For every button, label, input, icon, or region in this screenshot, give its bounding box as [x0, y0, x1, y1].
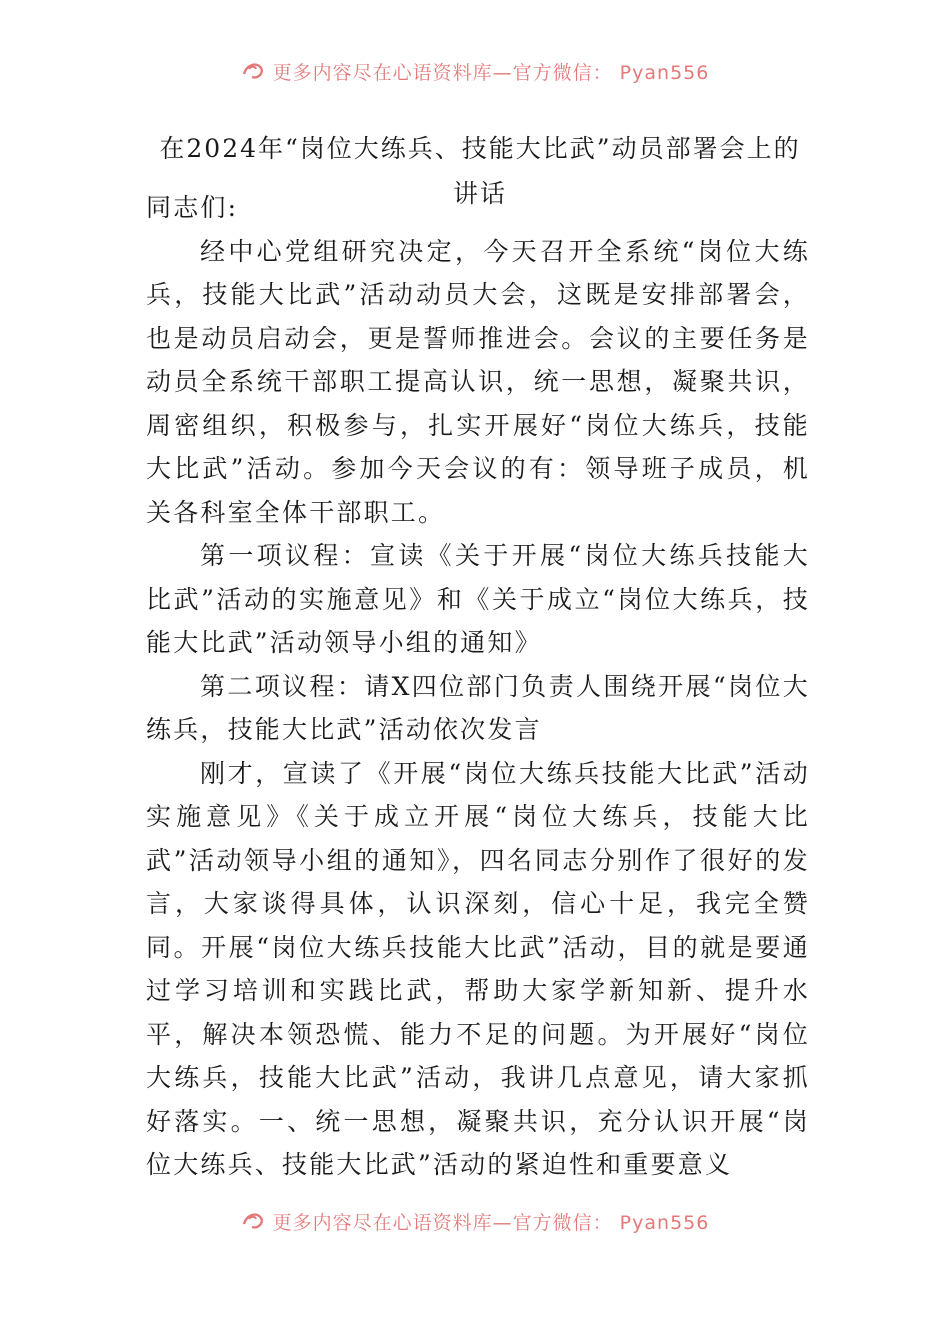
salutation: 同志们:	[146, 193, 239, 222]
header-watermark	[0, 56, 950, 86]
paragraph-agenda-2: 第二项议程：请X四位部门负责人围绕开展“岗位大练兵，技能大比武”活动依次发言	[146, 671, 810, 744]
watermark-logo-icon	[241, 60, 267, 82]
document-title: 在2024年“岗位大练兵、技能大比武”动员部署会上的讲话	[159, 134, 801, 208]
paragraph-speech: 刚才，宣读了《开展“岗位大练兵技能大比武”活动实施意见》《关于成立开展“岗位大练兵，技能大比武”活动领导小组的通知》，四名同志分别作了很好的发言，大家谈得具体，认识深刻，信心十足，我完全赞同。开展“岗位大练兵技能大比武”活动，目的就是要通过学习培训和实践比武，帮助大家学新知新、提升水平，解决本领恐慌、能力不足的问题。为开展好“岗位大练兵，技能大比武”活动，我讲几点意见，请大家抓好落实。一、统一思想，凝聚共识，充分认识开展“岗位大练兵、技能大比武”活动的紧迫性和重要意义	[146, 758, 810, 1179]
paragraph-intro: 经中心党组研究决定，今天召开全系统“岗位大练兵，技能大比武”活动动员大会，这既是安排部署会，也是动员启动会，更是誓师推进会。会议的主要任务是动员全系统干部职工提高认识，统一思想，凝聚共识，周密组织，积极参与，扎实开展好“岗位大练兵，技能大比武”活动。参加今天会议的有：领导班子成员，机关各科室全体干部职工。	[146, 236, 810, 527]
footer-watermark	[0, 1206, 950, 1236]
watermark-logo-icon	[241, 1210, 267, 1232]
watermark-text: 更多内容尽在心语资料库—官方微信： Pyan556	[272, 1211, 710, 1234]
watermark-text: 更多内容尽在心语资料库—官方微信： Pyan556	[272, 61, 710, 84]
document-body	[146, 186, 810, 1187]
paragraph-agenda-1: 第一项议程：宣读《关于开展“岗位大练兵技能大比武”活动的实施意见》和《关于成立“岗位大练兵，技能大比武”活动领导小组的通知》	[146, 541, 810, 657]
